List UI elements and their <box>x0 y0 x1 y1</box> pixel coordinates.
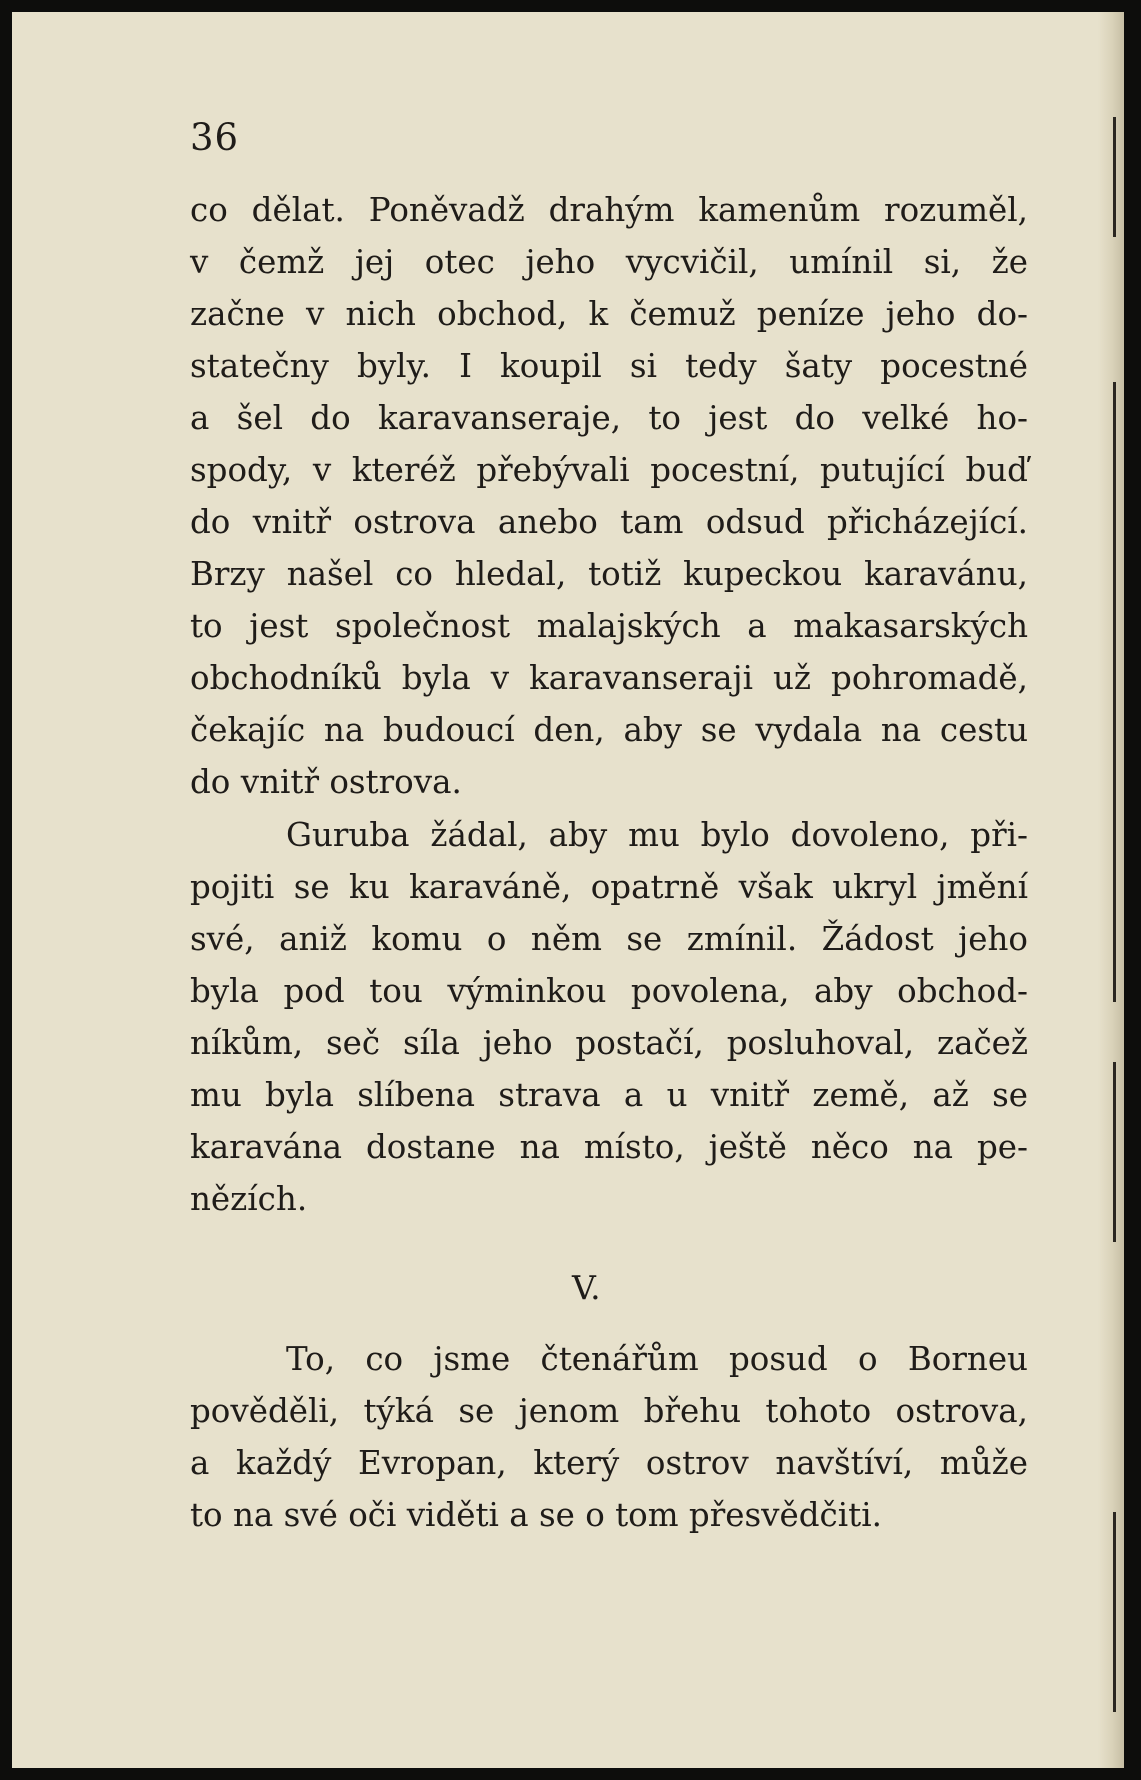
text-line: Brzy našel co hledal, totiž kupeckou karavánu, <box>190 555 1028 593</box>
text-line: do vnitř ostrova. <box>190 763 462 801</box>
text-line: níkům, seč síla jeho postačí, posluhoval, začež <box>190 1024 1028 1062</box>
text-line: co dělat. Poněvadž drahým kamenům rozuměl, <box>190 191 1028 229</box>
text-line: to jest společnost malajských a makasarských <box>190 607 1028 645</box>
text-line: své, aniž komu o něm se zmínil. Žádost jeho <box>190 920 1028 958</box>
page-gutter <box>1098 12 1124 1768</box>
paragraph <box>190 184 1028 808</box>
text-line: Guruba žádal, aby mu bylo dovoleno, při- <box>286 816 1028 854</box>
paragraph <box>190 1333 1028 1541</box>
text-line: spody, v kteréž přebývali pocestní, putující buď <box>190 451 1028 489</box>
book-page <box>12 12 1124 1768</box>
text-line: To, co jsme čtenářům posud o Borneu <box>286 1340 1028 1378</box>
text-line: karavána dostane na místo, ještě něco na pe- <box>190 1128 1028 1166</box>
section-heading: V. <box>572 1268 601 1307</box>
paragraph <box>190 809 1028 1225</box>
binding-edge-mark <box>1113 1512 1116 1712</box>
text-line: v čemž jej otec jeho vycvičil, umínil si, že <box>190 243 1028 281</box>
text-line: obchodníků byla v karavanseraji už pohromadě, <box>190 659 1028 697</box>
binding-edge-mark <box>1113 117 1116 237</box>
text-line: mu byla slíbena strava a u vnitř země, až se <box>190 1076 1028 1114</box>
binding-edge-mark <box>1113 1062 1116 1242</box>
text-line: a šel do karavanseraje, to jest do velké ho- <box>190 399 1028 437</box>
text-line: začne v nich obchod, k čemuž peníze jeho do- <box>190 295 1028 333</box>
text-line: nězích. <box>190 1180 308 1218</box>
page-number: 36 <box>190 116 240 159</box>
text-line: to na své oči viděti a se o tom přesvědčiti. <box>190 1496 882 1534</box>
text-line: pojiti se ku karaváně, opatrně však ukryl jmění <box>190 868 1028 906</box>
text-line: statečny byly. I koupil si tedy šaty pocestné <box>190 347 1028 385</box>
binding-edge-mark <box>1113 382 1116 1002</box>
text-line: čekajíc na budoucí den, aby se vydala na cestu <box>190 711 1028 749</box>
text-line: do vnitř ostrova anebo tam odsud přicházející. <box>190 503 1028 541</box>
text-line: pověděli, týká se jenom břehu tohoto ostrova, <box>190 1392 1028 1430</box>
text-line: a každý Evropan, který ostrov navštíví, může <box>190 1444 1028 1482</box>
text-line: byla pod tou výminkou povolena, aby obchod- <box>190 972 1028 1010</box>
